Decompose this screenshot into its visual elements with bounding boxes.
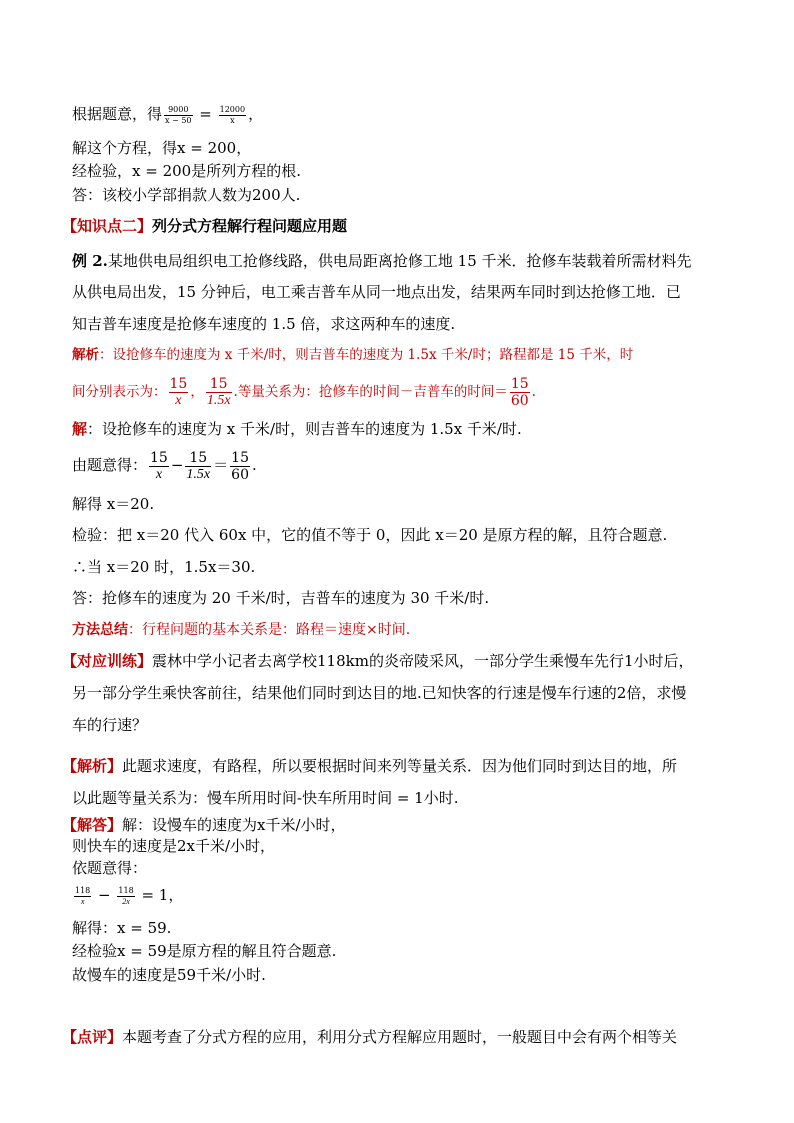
practice-line-3: 车的行速？: [72, 716, 148, 734]
check-line: 经检验，x = 200是所列方程的根.: [72, 162, 301, 180]
practice-bracket: 【对应训练】: [62, 652, 153, 670]
analysis-line-1: 解析：设抢修车的速度为 x 千米/时，则吉普车的速度为 1.5x 千米/时；路程都是 15 千米，时: [72, 347, 634, 363]
solution-line-1: 解：设抢修车的速度为 x 千米/时，则吉普车的速度为 1.5x 千米/时.: [72, 420, 522, 438]
jieda-bracket: 【解答】: [62, 816, 123, 834]
knowledge-point-title: 列分式方程解行程问题应用题: [152, 217, 348, 235]
dianping-bracket: 【点评】: [62, 1028, 123, 1046]
solution-line-4: 检验：把 x＝20 代入 60x 中，它的值不等于 0，因此 x＝20 是原方程的解，且符合题意.: [72, 526, 668, 544]
jieda-line-7: 故慢车的速度是59千米/小时.: [72, 966, 266, 984]
jieda-line-5: 解得：x = 59.: [72, 919, 172, 937]
jieda-line-6: 经检验x = 59是原方程的解且符合题意.: [72, 942, 337, 960]
fraction-15-x: $\frac{15}{x}$: [169, 376, 188, 408]
fraction-9000: $\frac{9000}{x - 50}$: [165, 104, 192, 125]
jieda-line-1: 【解答】解：设慢车的速度为x千米/小时，: [62, 816, 346, 834]
jiexi-line-1: 【解析】此题求速度，有路程，所以要根据时间来列等量关系．因为他们同时到达目的地，所: [62, 757, 678, 775]
equation-line-1: 根据题意，得 $\frac{9000}{x - 50}$ = $\frac{12000}{x}$ ，: [72, 104, 264, 125]
jiexi-line-2: 以此题等量关系为：慢车所用时间-快车所用时间 = 1小时.: [72, 789, 459, 807]
example-line-2: 从供电局出发，15 分钟后，电工乘吉普车从同一地点出发，结果两车同时到达抢修工地．已: [72, 283, 681, 301]
fraction-15-60: $\frac{15}{60}$: [231, 449, 249, 483]
fraction-12000: $\frac{12000}{x}$: [219, 104, 246, 125]
solution-line-5: ∴当 x＝20 时，1.5x＝30.: [72, 558, 256, 576]
method-summary: 方法总结：行程问题的基本关系是：路程＝速度×时间.: [72, 622, 411, 638]
analysis-line-2: 间分别表示为： $\frac{15}{x}$ ， $\frac{15}{1.5x}$ .等量关系为：抢修车的时间－吉普车的时间＝ $\frac{15}{60}$ .: [72, 376, 536, 409]
example-line-1: 例 2.某地供电局组织电工抢修线路，供电局距离抢修工地 15 千米．抢修车装载着所需材料先: [72, 252, 692, 270]
jiexi-bracket: 【解析】: [62, 757, 123, 775]
solution-label: 解: [72, 420, 88, 438]
jieda-line-2: 则快车的速度是2x千米/小时，: [72, 837, 276, 855]
solution-line-6: 答：抢修车的速度为 20 千米/时，吉普车的速度为 30 千米/时.: [72, 589, 490, 607]
knowledge-point-heading: [62, 216, 347, 236]
practice-line-2: 另一部分学生乘快客前往，结果他们同时到达目的地.已知快客的行速是慢车行速的2倍，求慢: [72, 684, 687, 702]
fraction-15-1.5x: $\frac{15}{1.5x}$: [206, 376, 231, 408]
solution-equation: 由题意得： $\frac{15}{x}$ − $\frac{15}{1.5x}$ ＝ $\frac{15}{60}$ .: [72, 449, 257, 483]
fraction-15-x: $\frac{15}{x}$: [150, 449, 168, 482]
fraction-118-2x: $\frac{118}{2x}$: [118, 885, 134, 906]
fraction-15-60: $\frac{15}{60}$: [510, 376, 529, 409]
answer-line: 答：该校小学部捐款人数为200人.: [72, 186, 301, 204]
solution-line-3: 解得 x＝20.: [72, 495, 155, 513]
method-label: 方法总结: [72, 622, 128, 638]
jieda-line-3: 依题意得：: [72, 859, 148, 877]
jieda-equation: $\frac{118}{x}$ − $\frac{118}{2x}$ = 1，: [75, 885, 184, 906]
example-line-3: 知吉普车速度是抢修车速度的 1.5 倍，求这两种车的速度.: [72, 315, 456, 333]
equation-intro: 根据题意，得: [72, 105, 163, 123]
example-label: 例 2.: [72, 252, 108, 270]
dianping-line-1: 【点评】本题考查了分式方程的应用，利用分式方程解应用题时，一般题目中会有两个相等关: [62, 1028, 678, 1046]
analysis-label: 解析: [72, 347, 99, 363]
practice-line-1: 【对应训练】震林中学小记者去离学校118km的炎帝陵采风，一部分学生乘慢车先行1小时后，: [62, 652, 694, 670]
solve-line: 解这个方程，得x = 200，: [72, 139, 252, 157]
fraction-15-1.5x: $\frac{15}{1.5x}$: [186, 449, 211, 482]
fraction-118-x: $\frac{118}{x}$: [75, 885, 91, 906]
knowledge-point-bracket: 【知识点二】: [62, 217, 153, 235]
